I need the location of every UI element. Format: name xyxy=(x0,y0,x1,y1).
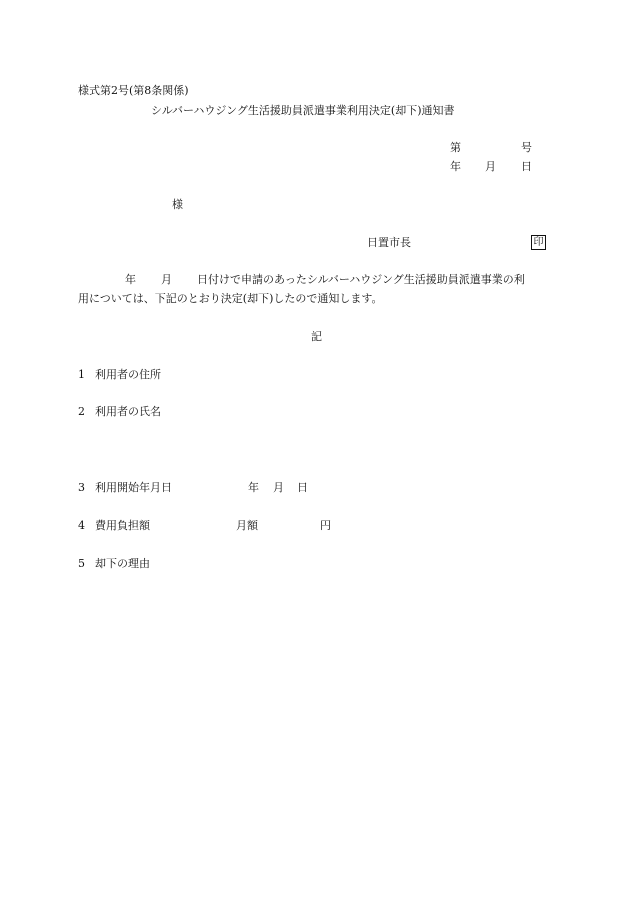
item-start-date-month: 月 xyxy=(273,481,284,494)
item-cost-label: 費用負担額 xyxy=(95,519,150,532)
issuer-name: 日置市長 xyxy=(367,236,411,249)
item-start-date-year: 年 xyxy=(248,481,259,494)
seal-mark: 印 xyxy=(531,235,546,250)
body-line2: 用については、下記のとおり決定(却下)したので通知します。 xyxy=(78,292,383,305)
item-name-label: 利用者の氏名 xyxy=(95,405,161,418)
date-month: 月 xyxy=(485,160,496,173)
item-address-label: 利用者の住所 xyxy=(95,368,161,381)
document-title: シルバーハウジング生活援助員派遣事業利用決定(却下)通知書 xyxy=(151,104,455,117)
body-line1: 日付けで申請のあったシルバーハウジング生活援助員派遣事業の利 xyxy=(197,273,525,286)
date-year: 年 xyxy=(450,160,461,173)
record-heading: 記 xyxy=(311,330,322,343)
form-number: 様式第2号(第8条関係) xyxy=(78,84,189,97)
item-start-date-label: 利用開始年月日 xyxy=(95,481,172,494)
doc-number-suffix: 号 xyxy=(521,141,532,154)
item-start-date-number: 3 xyxy=(78,481,85,494)
item-cost-number: 4 xyxy=(78,519,85,532)
item-reason-number: 5 xyxy=(78,557,85,570)
item-name-number: 2 xyxy=(78,405,85,418)
doc-number-prefix: 第 xyxy=(450,141,461,154)
item-reason-label: 却下の理由 xyxy=(95,557,150,570)
item-cost-monthly: 月額 xyxy=(236,519,258,532)
body-month: 月 xyxy=(161,273,172,286)
date-day: 日 xyxy=(521,160,532,173)
item-cost-unit: 円 xyxy=(320,519,331,532)
body-year: 年 xyxy=(125,273,136,286)
recipient-honorific: 様 xyxy=(172,198,183,211)
item-start-date-day: 日 xyxy=(297,481,308,494)
item-address-number: 1 xyxy=(78,368,85,381)
